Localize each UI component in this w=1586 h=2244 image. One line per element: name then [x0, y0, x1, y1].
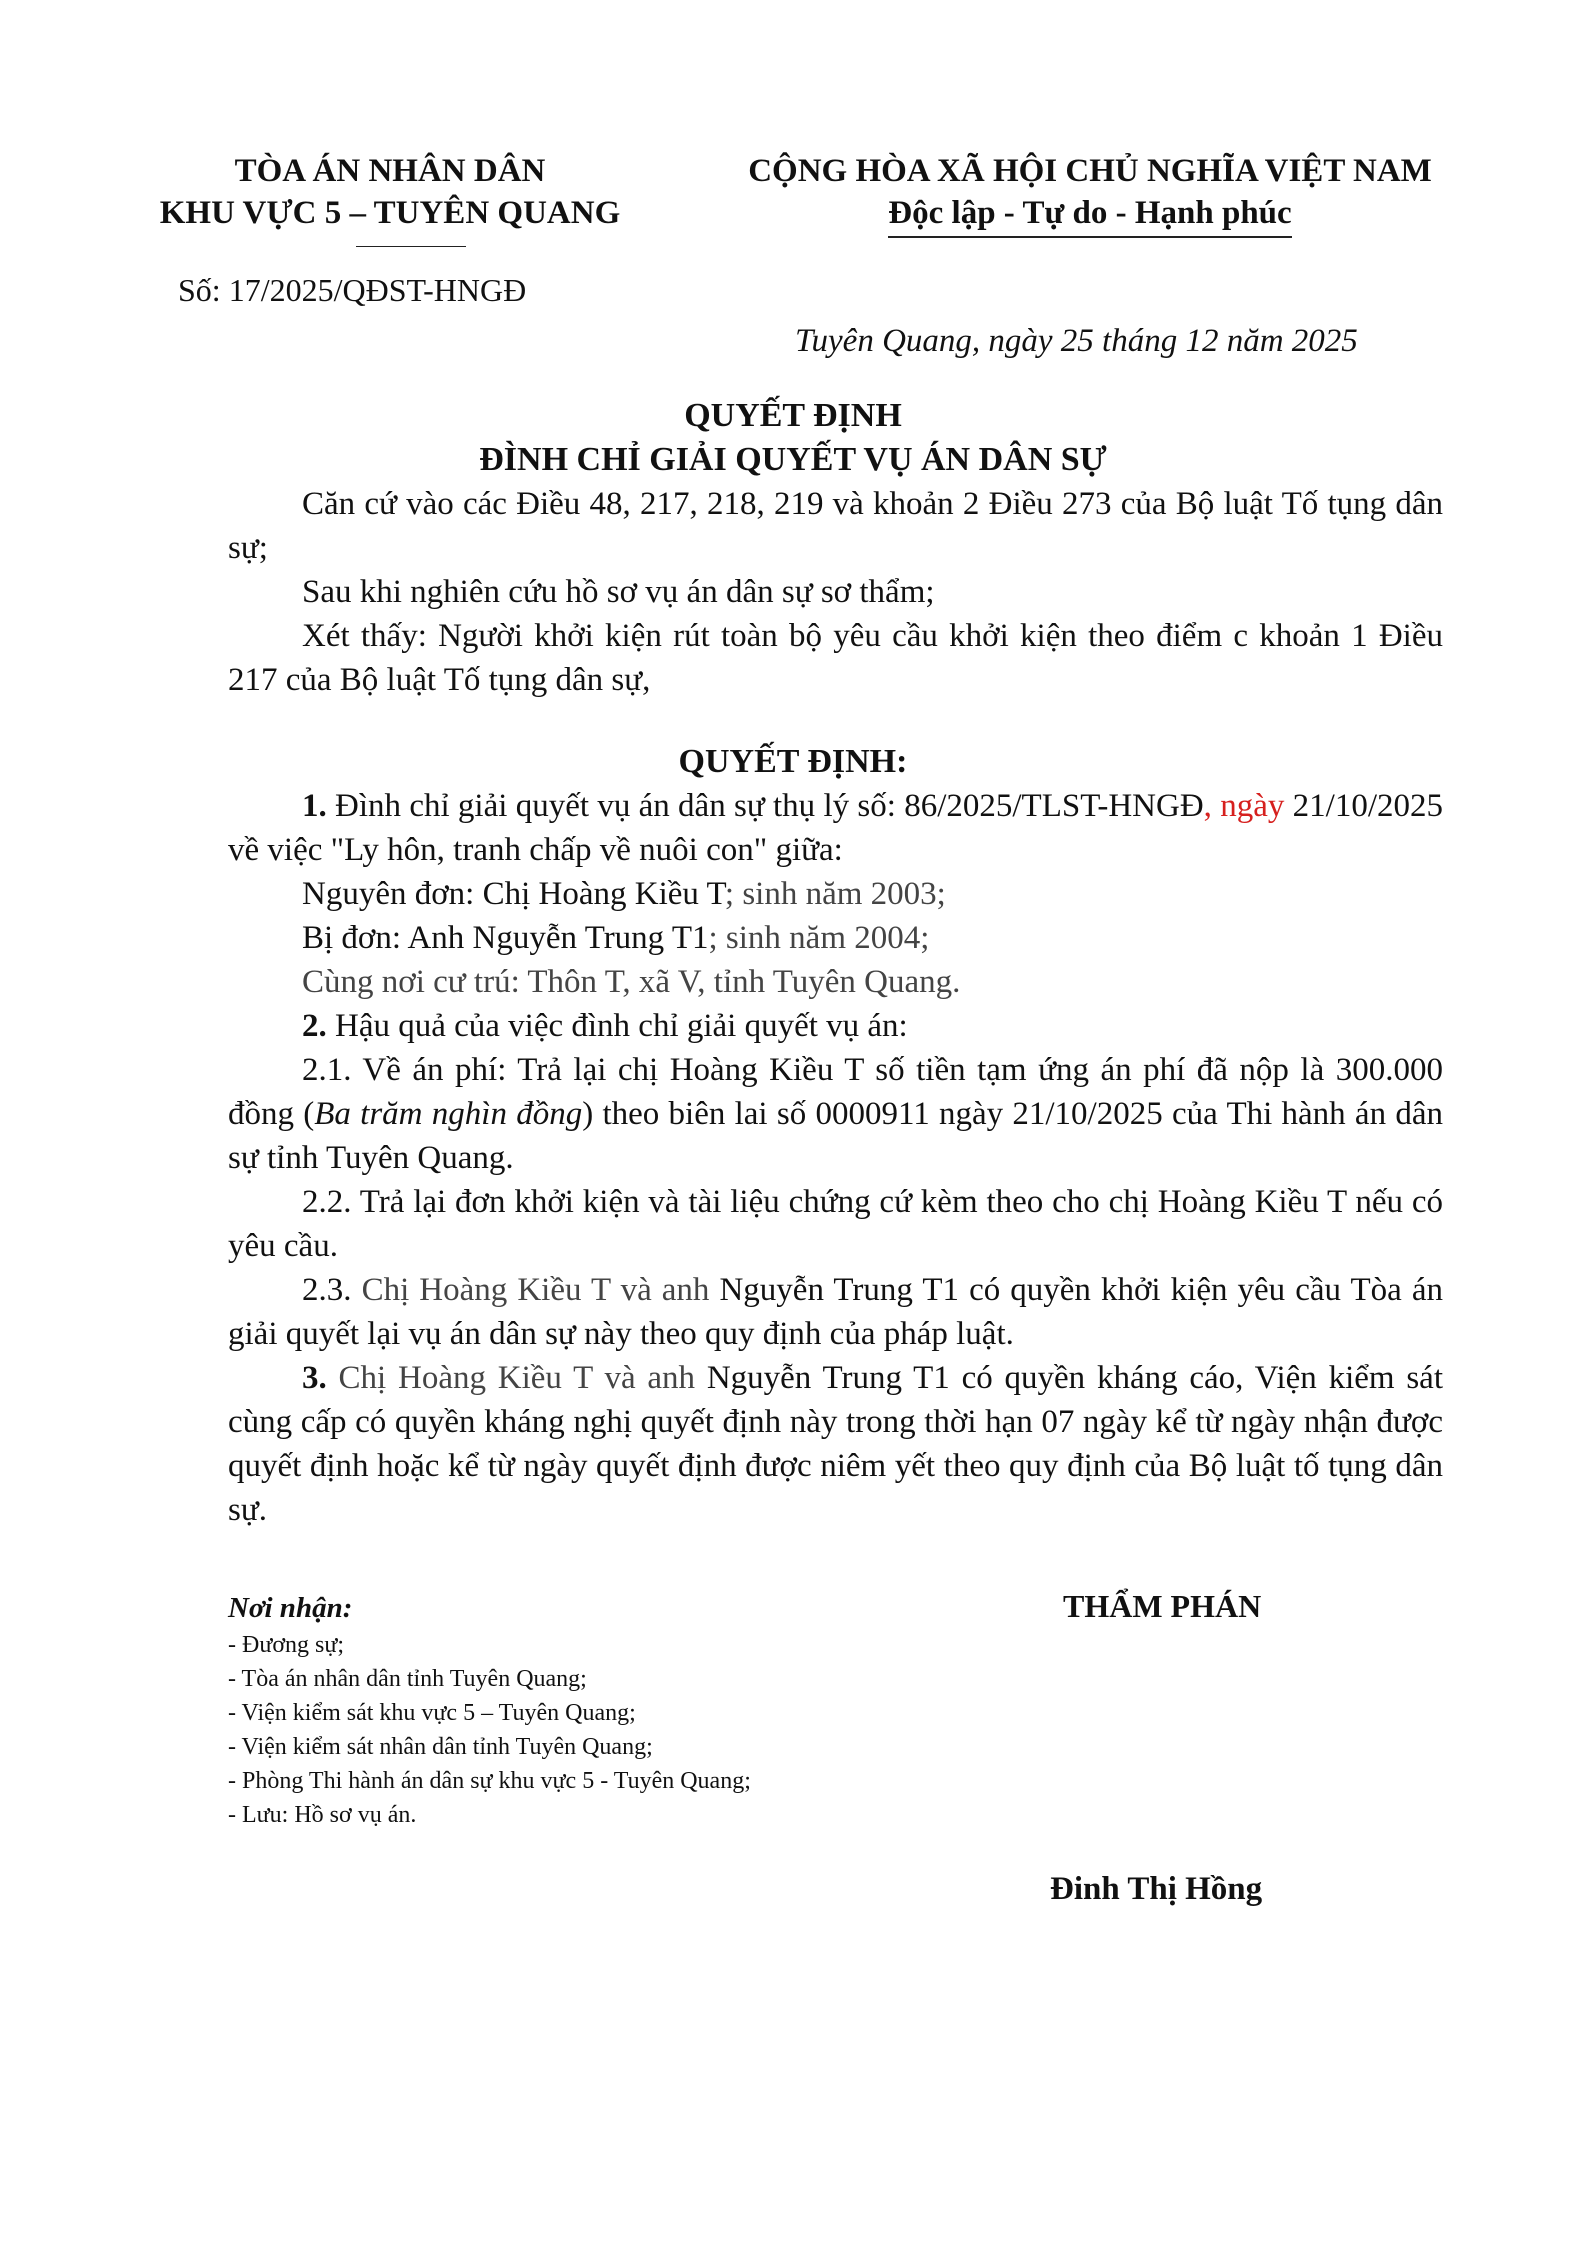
- recipients-list: [228, 1628, 868, 1832]
- recipient-item: - Tòa án nhân dân tỉnh Tuyên Quang;: [228, 1666, 587, 1692]
- item-2-text: Hậu quả của việc đình chỉ giải quyết vụ án:: [326, 1008, 908, 1044]
- signature-title: THẨM PHÁN: [1063, 1588, 1262, 1624]
- recipient-item: - Lưu: Hồ sơ vụ án.: [228, 1802, 417, 1828]
- item-3-number: 3.: [302, 1360, 327, 1396]
- defendant-line: [228, 916, 1443, 960]
- court-divider: [356, 246, 466, 247]
- decision-heading: QUYẾT ĐỊNH:: [678, 743, 908, 780]
- signature-name: Đinh Thị Hồng: [1050, 1871, 1263, 1907]
- item-2-number: 2.: [302, 1008, 327, 1044]
- plaintiff-name: Nguyên đơn: Chị Hoàng Kiều T: [302, 876, 725, 912]
- national-motto: Độc lập - Tự do - Hạnh phúc: [888, 192, 1291, 238]
- preamble: [228, 482, 1443, 702]
- plaintiff-birth: ; sinh năm 2003;: [724, 876, 946, 912]
- plaintiff-line: [228, 872, 1443, 916]
- court-name-line2: KHU VỰC 5 – TUYÊN QUANG: [159, 195, 621, 231]
- item-3: [228, 1356, 1443, 1532]
- item-2-1-text-b: ) theo biên lai số 0000911 ngày 21/10/2025 của Thi hành án dân sự tỉnh Tuyên Quang.: [228, 1096, 1443, 1176]
- residence-line: Cùng nơi cư trú: Thôn T, xã V, tỉnh Tuyên Quang.: [302, 964, 961, 1000]
- item-1-text-a: Đình chỉ giải quyết vụ án dân sự thụ lý số: 86/2025/TLST-HNGĐ: [326, 788, 1204, 824]
- item-3-text: Nguyễn Trung T1 có quyền kháng cáo, Viện kiểm sát cùng cấp có quyền kháng nghị quyết định này trong thời hạn 07 ngày kể từ ngày nhận được quyết định hoặc kể từ ngày quyết định được niêm yết theo quy định của Bộ luật tố tụng dân sự.: [228, 1360, 1443, 1528]
- document-date: Tuyên Quang, ngày 25 tháng 12 năm 2025: [795, 323, 1358, 359]
- item-2-3-conj: và anh: [610, 1272, 710, 1308]
- recipient-item: - Đương sự;: [228, 1632, 345, 1658]
- item-1-number: 1.: [302, 788, 327, 824]
- document-title: [0, 394, 1586, 482]
- preamble-finding: Xét thấy: Người khởi kiện rút toàn bộ yêu cầu khởi kiện theo điểm c khoản 1 Điều 217 của Bộ luật Tố tụng dân sự,: [228, 618, 1443, 698]
- item-2-3-party-1: Chị Hoàng Kiều T: [361, 1272, 611, 1308]
- item-2-1-amount-words: Ba trăm nghìn đồng: [314, 1096, 583, 1132]
- recipient-item: - Viện kiểm sát nhân dân tỉnh Tuyên Quang;: [228, 1734, 653, 1760]
- item-1-text-b: 21/10/2025 về việc "Ly hôn, tranh chấp về nuôi con" giữa:: [228, 788, 1443, 868]
- document-number: Số: 17/2025/QĐST-HNGĐ: [178, 272, 527, 308]
- item-3-party-1: Chị Hoàng Kiều T: [326, 1360, 593, 1396]
- recipients-heading: Nơi nhận:: [228, 1592, 353, 1624]
- national-header: [700, 150, 1480, 238]
- court-name: [130, 150, 650, 234]
- preamble-review: Sau khi nghiên cứu hồ sơ vụ án dân sự sơ thẩm;: [302, 574, 935, 610]
- decision-body: [228, 784, 1443, 1532]
- item-2-2: 2.2. Trả lại đơn khởi kiện và tài liệu chứng cứ kèm theo cho chị Hoàng Kiều T nếu có yêu cầu.: [228, 1184, 1443, 1264]
- item-2-3: [228, 1268, 1443, 1356]
- title-line2: ĐÌNH CHỈ GIẢI QUYẾT VỤ ÁN DÂN SỰ: [479, 441, 1107, 478]
- nation-name: CỘNG HÒA XÃ HỘI CHỦ NGHĨA VIỆT NAM: [748, 153, 1432, 189]
- item-3-conj: và anh: [592, 1360, 696, 1396]
- item-2: [228, 1004, 1443, 1048]
- defendant-name: Bị đơn: Anh Nguyễn Trung T1: [302, 920, 709, 956]
- item-1: [228, 784, 1443, 872]
- item-2-1: [228, 1048, 1443, 1180]
- preamble-legal-basis: Căn cứ vào các Điều 48, 217, 218, 219 và khoản 2 Điều 273 của Bộ luật Tố tụng dân sự;: [228, 486, 1443, 566]
- item-2-1-text-a: 2.1. Về án phí: Trả lại chị Hoàng Kiều T số tiền tạm ứng án phí đã nộp là 300.000 đồng (: [228, 1052, 1443, 1132]
- item-2-3-text: Nguyễn Trung T1 có quyền khởi kiện yêu cầu Tòa án giải quyết lại vụ án dân sự này theo quy định của pháp luật.: [228, 1272, 1443, 1352]
- defendant-birth: ; sinh năm 2004;: [708, 920, 930, 956]
- recipient-item: - Phòng Thi hành án dân sự khu vực 5 - Tuyên Quang;: [228, 1768, 751, 1794]
- title-line1: QUYẾT ĐỊNH: [684, 397, 902, 434]
- court-name-line1: TÒA ÁN NHÂN DÂN: [234, 153, 546, 189]
- recipient-item: - Viện kiểm sát khu vực 5 – Tuyên Quang;: [228, 1700, 636, 1726]
- item-2-3-prefix: 2.3.: [302, 1272, 362, 1308]
- item-1-text-red: , ngày: [1203, 788, 1285, 824]
